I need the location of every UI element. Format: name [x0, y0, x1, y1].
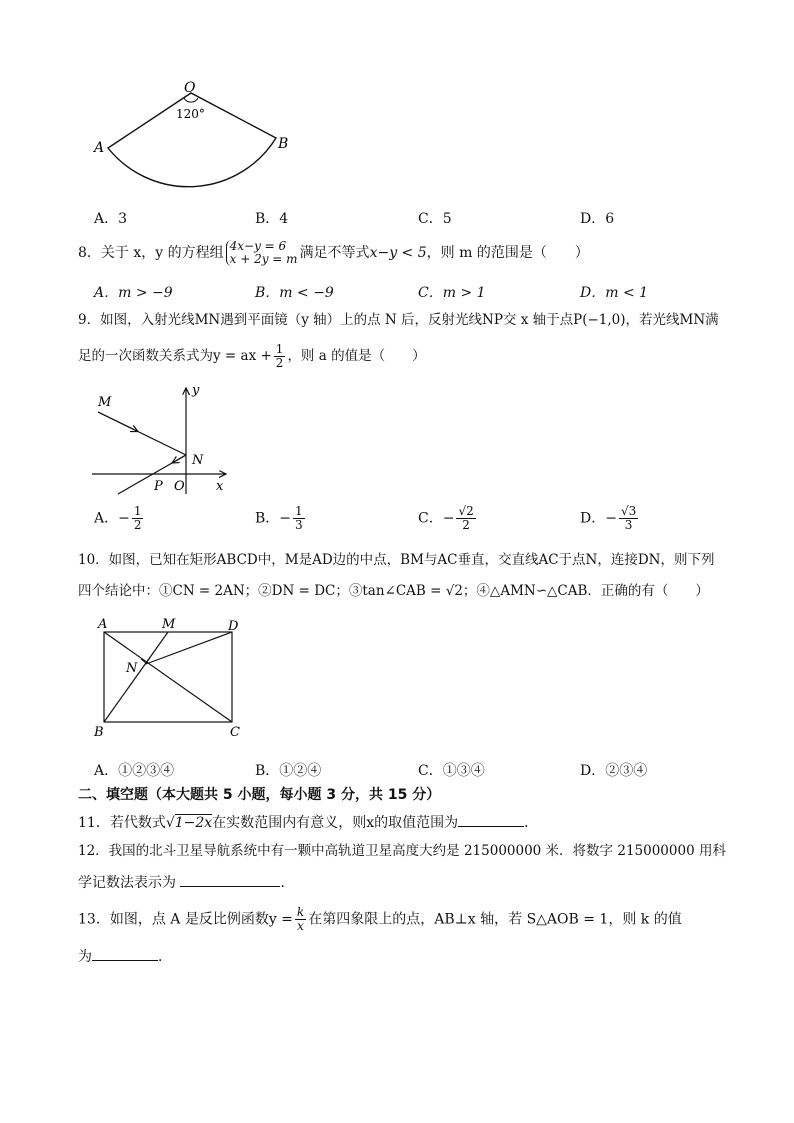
q8-option-d[interactable]: D．m < 1 — [580, 285, 649, 301]
q7-option-c[interactable]: C．5 — [418, 211, 452, 227]
q9-option-d-den: 3 — [624, 518, 633, 532]
q11-radicand: 1−2x — [174, 815, 213, 831]
q9-option-d[interactable] — [580, 505, 640, 532]
q9-option-d-num: √3 — [620, 504, 637, 518]
label-A: A — [94, 140, 105, 156]
q13-fraction — [295, 906, 306, 933]
q9-option-b-den: 3 — [295, 518, 303, 532]
q13-line1 — [78, 906, 682, 933]
q13-frac-num: k — [296, 905, 305, 919]
q9-option-d-label: D．− — [580, 510, 617, 527]
q9-option-a-num: 1 — [133, 504, 142, 518]
q9-line2-prefix: 足的一次函数关系式为y = ax + — [78, 348, 272, 364]
q9-option-b-frac — [293, 505, 305, 532]
q11-prefix: 11．若代数式 — [78, 815, 166, 831]
q11-stem — [78, 812, 538, 832]
label-C: C — [230, 725, 240, 740]
label-P: P — [154, 479, 163, 494]
q11-end: ． — [524, 815, 539, 831]
q8-prefix: 8．关于 x，y 的方程组 — [78, 245, 224, 261]
q12-line1: 12．我国的北斗卫星导航系统中有一颗中高轨道卫星高度大约是 215000000 米．将数字 215000000 用科 — [78, 843, 726, 859]
q7-option-a[interactable]: A．3 — [94, 211, 128, 227]
q11-answer-blank[interactable] — [458, 812, 524, 827]
q9-option-c-frac — [456, 505, 475, 532]
label-O: O — [184, 80, 196, 96]
q12-line2-text: 学记数法表示为 — [78, 875, 176, 891]
label-x: x — [216, 479, 224, 494]
q9-fraction — [274, 343, 286, 370]
q10-line1: 10．如图，已知在矩形ABCD中，M是AD边的中点，BM与AC垂直，交直线AC于点N，连接DN，则下列 — [78, 552, 715, 568]
q9-frac-num: 1 — [275, 342, 284, 356]
label-M: M — [98, 395, 112, 410]
q9-option-a-label: A．− — [94, 510, 130, 527]
label-A: A — [98, 617, 108, 632]
label-B: B — [94, 725, 104, 740]
label-N: N — [126, 661, 138, 676]
q9-option-b[interactable] — [255, 505, 307, 532]
q10-option-c[interactable]: C．①③④ — [418, 763, 485, 779]
label-O: O — [174, 479, 185, 494]
q9-line1: 9．如图，入射光线MN遇到平面镜（y 轴）上的点 N 后，反射光线NP交 x 轴于点P(−1,0)，若光线MN满 — [78, 312, 719, 328]
q12-answer-blank[interactable] — [180, 872, 280, 887]
q13-frac-den: x — [297, 919, 304, 933]
q10-option-a[interactable]: A．①②③④ — [94, 763, 175, 779]
label-M: M — [162, 617, 176, 632]
q13-end: ． — [158, 949, 172, 965]
angle-arc — [184, 98, 198, 102]
q13-line2 — [78, 946, 172, 966]
q13-line2-text: 为 — [78, 949, 92, 965]
q13-suffix: 在第四象限上的点，AB⊥x 轴，若 S△AOB = 1，则 k 的值 — [308, 911, 682, 928]
q8-inequality: x−y < 5 — [369, 245, 427, 261]
segment-bm — [104, 632, 168, 722]
q12-end: ． — [280, 875, 295, 891]
q9-option-a[interactable] — [94, 505, 145, 532]
q9-option-a-frac — [132, 505, 144, 532]
q9-option-c[interactable] — [418, 505, 478, 532]
q9-option-a-den: 2 — [133, 518, 142, 532]
label-N: N — [192, 453, 204, 468]
q9-option-c-num: √2 — [458, 504, 474, 518]
q13-prefix: 13．如图，点 A 是反比例函数y = — [78, 911, 293, 928]
q8-option-b[interactable]: B．m < −9 — [255, 285, 334, 301]
q10-option-b[interactable]: B．①②④ — [255, 763, 322, 779]
q8-equation-system — [226, 240, 298, 266]
q10-line2: 四个结论中：①CN = 2AN；②DN = DC；③tan∠CAB = √2；④△AMN∽△CAB．正确的有（ ） — [78, 583, 709, 599]
q7-option-d[interactable]: D．6 — [580, 211, 615, 227]
q8-eq1: 4x−y = 6 — [229, 239, 287, 253]
sector-figure — [90, 80, 300, 200]
sqrt-icon: √ — [165, 815, 175, 831]
q11-suffix: 在实数范围内有意义，则x的取值范围为 — [212, 815, 459, 831]
rectangle-figure — [90, 614, 250, 742]
q8-option-c[interactable]: C．m > 1 — [418, 285, 486, 301]
q8-middle: 满足不等式 — [299, 245, 370, 261]
q8-option-a[interactable]: A．m > −9 — [94, 285, 173, 301]
label-D: D — [228, 619, 239, 634]
q9-option-c-label: C．− — [418, 510, 455, 527]
q9-option-c-den: 2 — [462, 518, 470, 532]
q9-line2-suffix: ，则 a 的值是（ ） — [287, 348, 426, 364]
q8-suffix: ，则 m 的范围是（ ） — [426, 245, 589, 261]
q9-option-d-frac — [619, 505, 638, 532]
q9-option-b-label: B．− — [255, 510, 292, 527]
q12-line2 — [78, 872, 294, 892]
q9-line2 — [78, 343, 426, 370]
diagonal-ac — [104, 632, 232, 722]
q13-answer-blank[interactable] — [92, 946, 158, 961]
q10-option-d[interactable]: D．②③④ — [580, 763, 648, 779]
q8-eq2: x + 2y = m — [229, 252, 298, 266]
q9-option-b-num: 1 — [295, 504, 303, 518]
label-y: y — [192, 383, 200, 398]
label-angle: 120° — [176, 107, 205, 121]
label-B: B — [278, 136, 289, 152]
q7-option-b[interactable]: B．4 — [255, 211, 289, 227]
section-heading: 二、填空题（本大题共 5 小题，每小题 3 分，共 15 分） — [78, 787, 441, 803]
reflection-figure — [88, 382, 238, 500]
segment-dn — [146, 632, 232, 664]
q9-frac-den: 2 — [275, 356, 284, 370]
q8-stem — [78, 240, 589, 266]
